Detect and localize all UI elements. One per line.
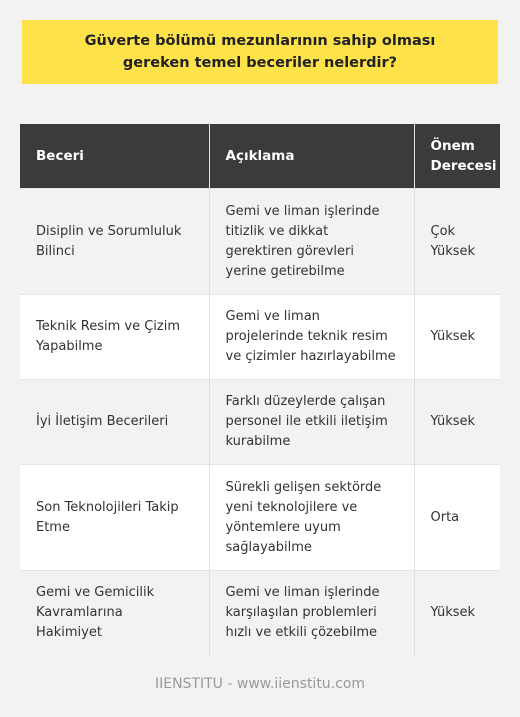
table-row [20, 571, 500, 655]
cell-importance: Yüksek [414, 571, 500, 655]
cell-skill: Teknik Resim ve Çizim Yapabilme [20, 295, 209, 380]
cell-skill: İyi İletişim Becerileri [20, 380, 209, 465]
table-row [20, 380, 500, 465]
table-row [20, 189, 500, 295]
cell-skill: Son Teknolojileri Takip Etme [20, 465, 209, 571]
cell-description: Gemi ve liman işlerinde titizlik ve dikkat gerektiren görevleri yerine getirebilme [209, 189, 414, 295]
cell-skill: Gemi ve Gemicilik Kavramlarına Hakimiyet [20, 571, 209, 655]
skills-table [20, 124, 500, 655]
footer-credit: IIENSTITU - www.iienstitu.com [154, 676, 366, 692]
cell-description: Gemi ve liman projelerinde teknik resim ve çizimler hazırlayabilme [209, 295, 414, 380]
cell-description: Farklı düzeylerde çalışan personel ile etkili iletişim kurabilme [209, 380, 414, 465]
cell-description: Gemi ve liman işlerinde karşılaşılan problemleri hızlı ve etkili çözebilme [209, 571, 414, 655]
title-banner [22, 20, 498, 84]
header-aciklama: Açıklama [209, 124, 414, 189]
cell-importance: Orta [414, 465, 500, 571]
table-row [20, 295, 500, 380]
table-row [20, 465, 500, 571]
cell-importance: Yüksek [414, 380, 500, 465]
cell-importance: Çok Yüksek [414, 189, 500, 295]
table-header-row [20, 124, 500, 189]
cell-skill: Disiplin ve Sorumluluk Bilinci [20, 189, 209, 295]
page-title: Güverte bölümü mezunlarının sahip olması gereken temel beceriler nelerdir? [84, 33, 436, 71]
cell-importance: Yüksek [414, 295, 500, 380]
header-beceri: Beceri [20, 124, 209, 189]
cell-description: Sürekli gelişen sektörde yeni teknolojilere ve yöntemlere uyum sağlayabilme [209, 465, 414, 571]
header-onem-derecesi: Önem Derecesi [414, 124, 500, 189]
